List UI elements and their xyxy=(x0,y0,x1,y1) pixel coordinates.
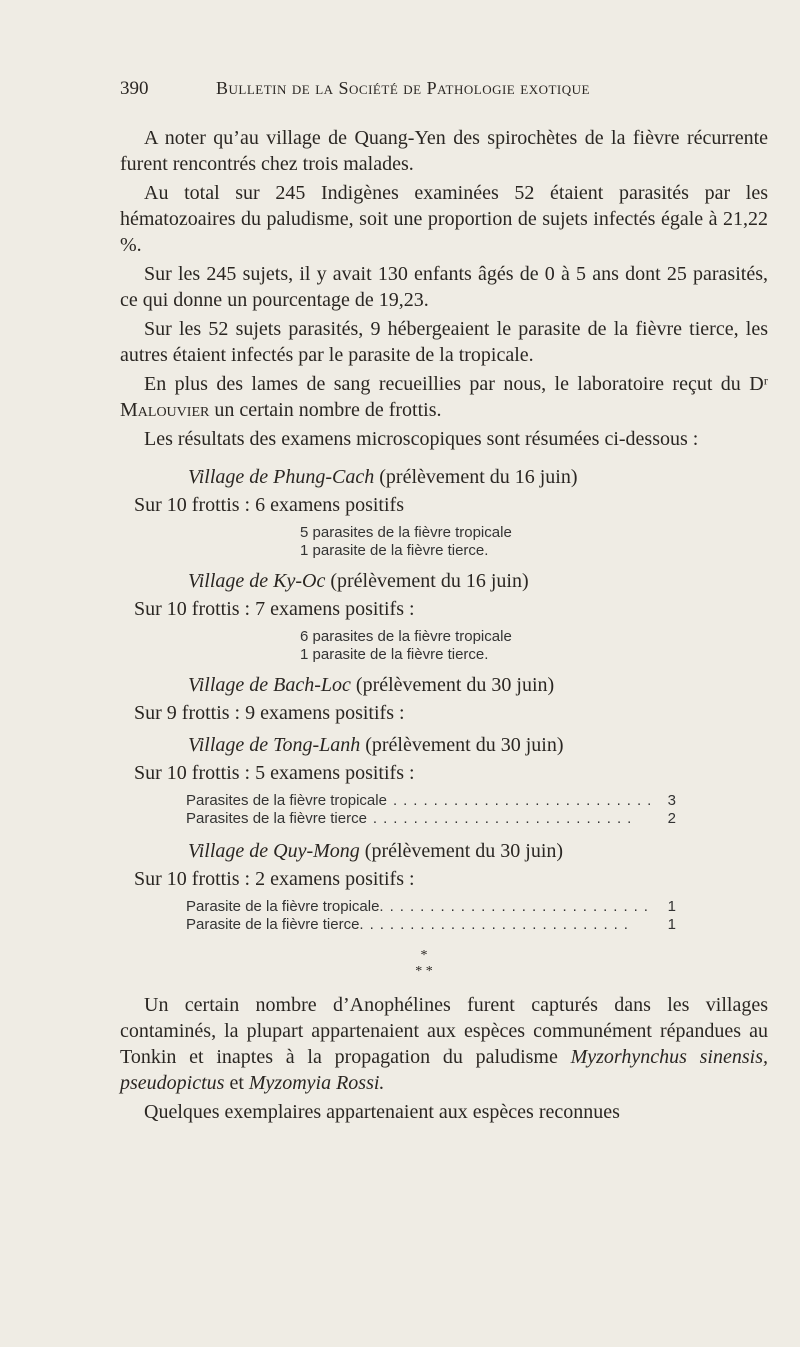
page-number: 390 xyxy=(120,78,149,99)
species-name: Myzomyia Rossi. xyxy=(248,1072,385,1094)
sample-date: (prélèvement du 30 juin) xyxy=(355,674,555,696)
section-asterism xyxy=(120,948,768,980)
detail-row xyxy=(186,810,676,828)
paragraph-results-intro: Les résultats des examens microscopiques sont résumées ci-dessous : xyxy=(144,428,699,450)
detail-row xyxy=(186,898,676,916)
detail-line: 5 parasites de la fièvre tropicale xyxy=(300,524,512,541)
village-name: Village de Ky-Oc xyxy=(188,570,326,592)
village-title xyxy=(120,838,768,864)
page-header xyxy=(120,78,680,108)
village-name: Village de Phung-Cach xyxy=(188,466,375,488)
dot-leader: .......................... xyxy=(369,916,634,933)
detail-label: Parasite de la fièvre tropicale. xyxy=(186,898,384,915)
village-summary: Sur 10 frottis : 5 examens positifs : xyxy=(134,762,415,784)
detail-label: Parasite de la fièvre tierce. xyxy=(186,916,364,933)
paragraph-anophelines: Un certain nombre d’Anophélines furent capturés dans les villages contaminés, la plupart appartenaient aux espèces communément répandues au Tonkin et inaptes à la propagation du paludisme Myzorhynchus sinensis, pseudopictus et Myzomyia Rossi. xyxy=(120,994,768,1094)
paragraph-spirochetes: A noter qu’au village de Quang-Yen des spirochètes de la fièvre récurrente furent rencontrés chez trois malades. xyxy=(120,127,768,175)
detail-line: 1 parasite de la fièvre tierce. xyxy=(300,646,489,663)
sample-date: (prélèvement du 30 juin) xyxy=(365,734,564,756)
body-text xyxy=(120,125,768,1128)
detail-line: 1 parasite de la fièvre tierce. xyxy=(300,542,489,559)
village-title xyxy=(120,672,768,698)
village-reports xyxy=(120,464,768,934)
asterism-bottom: * * xyxy=(415,964,433,979)
detail-value: 2 xyxy=(667,810,676,827)
village-report xyxy=(120,464,768,560)
dot-leader: .......................... xyxy=(389,898,654,915)
dot-leader: .......................... xyxy=(392,792,658,809)
village-report xyxy=(120,672,768,726)
detail-value: 1 xyxy=(667,898,676,915)
species-name: pseudopictus xyxy=(120,1072,225,1094)
dot-leader: .......................... xyxy=(372,810,638,827)
village-report xyxy=(120,568,768,664)
village-summary: Sur 10 frottis : 7 examens positifs : xyxy=(134,598,415,620)
detail-list xyxy=(120,524,768,560)
detail-row xyxy=(186,916,676,934)
detail-table xyxy=(120,792,676,828)
detail-line: 6 parasites de la fièvre tropicale xyxy=(300,628,512,645)
paragraph-parasites: Sur les 52 sujets parasités, 9 hébergeaient le parasite de la fièvre tierce, les autres étaient infectés par le parasite de la tropicale. xyxy=(120,318,768,366)
village-title xyxy=(120,568,768,594)
village-summary: Sur 10 frottis : 2 examens positifs : xyxy=(134,868,415,890)
doctor-name: Malouvier xyxy=(120,399,210,421)
detail-list xyxy=(120,628,768,664)
paragraph-laboratory: En plus des lames de sang recueillies par nous, le laboratoire reçut du Dʳ Malouvier un certain nombre de frottis. xyxy=(120,373,768,421)
detail-value: 3 xyxy=(667,792,676,809)
village-name: Village de Bach-Loc xyxy=(188,674,351,696)
detail-table xyxy=(120,898,676,934)
paragraph-total: Au total sur 245 Indigènes examinées 52 étaient parasités par les hématozoaires du paludisme, soit une proportion de sujets infectés égale à 21,22 %. xyxy=(120,182,768,256)
sample-date: (prélèvement du 30 juin) xyxy=(364,840,564,862)
running-title: Bulletin de la Société de Pathologie exotique xyxy=(216,78,590,98)
village-summary: Sur 10 frottis : 6 examens positifs xyxy=(134,494,404,516)
village-report xyxy=(120,838,768,934)
paragraph-specimens: Quelques exemplaires appartenaient aux espèces reconnues xyxy=(144,1101,620,1123)
sample-date: (prélèvement du 16 juin) xyxy=(379,466,578,488)
village-name: Village de Quy-Mong xyxy=(188,840,360,862)
paragraph-children: Sur les 245 sujets, il y avait 130 enfants âgés de 0 à 5 ans dont 25 parasités, ce qui donne un pourcentage de 19,23. xyxy=(120,263,768,311)
detail-label: Parasites de la fièvre tierce xyxy=(186,810,367,827)
village-summary: Sur 9 frottis : 9 examens positifs : xyxy=(134,702,405,724)
village-title xyxy=(120,464,768,490)
village-report xyxy=(120,732,768,828)
detail-value: 1 xyxy=(667,916,676,933)
species-name: Myzorhynchus sinensis, xyxy=(570,1046,768,1068)
detail-row xyxy=(186,792,676,810)
detail-label: Parasites de la fièvre tropicale xyxy=(186,792,387,809)
asterism-top: * xyxy=(420,948,428,963)
village-name: Village de Tong-Lanh xyxy=(188,734,361,756)
sample-date: (prélèvement du 16 juin) xyxy=(330,570,529,592)
village-title xyxy=(120,732,768,758)
